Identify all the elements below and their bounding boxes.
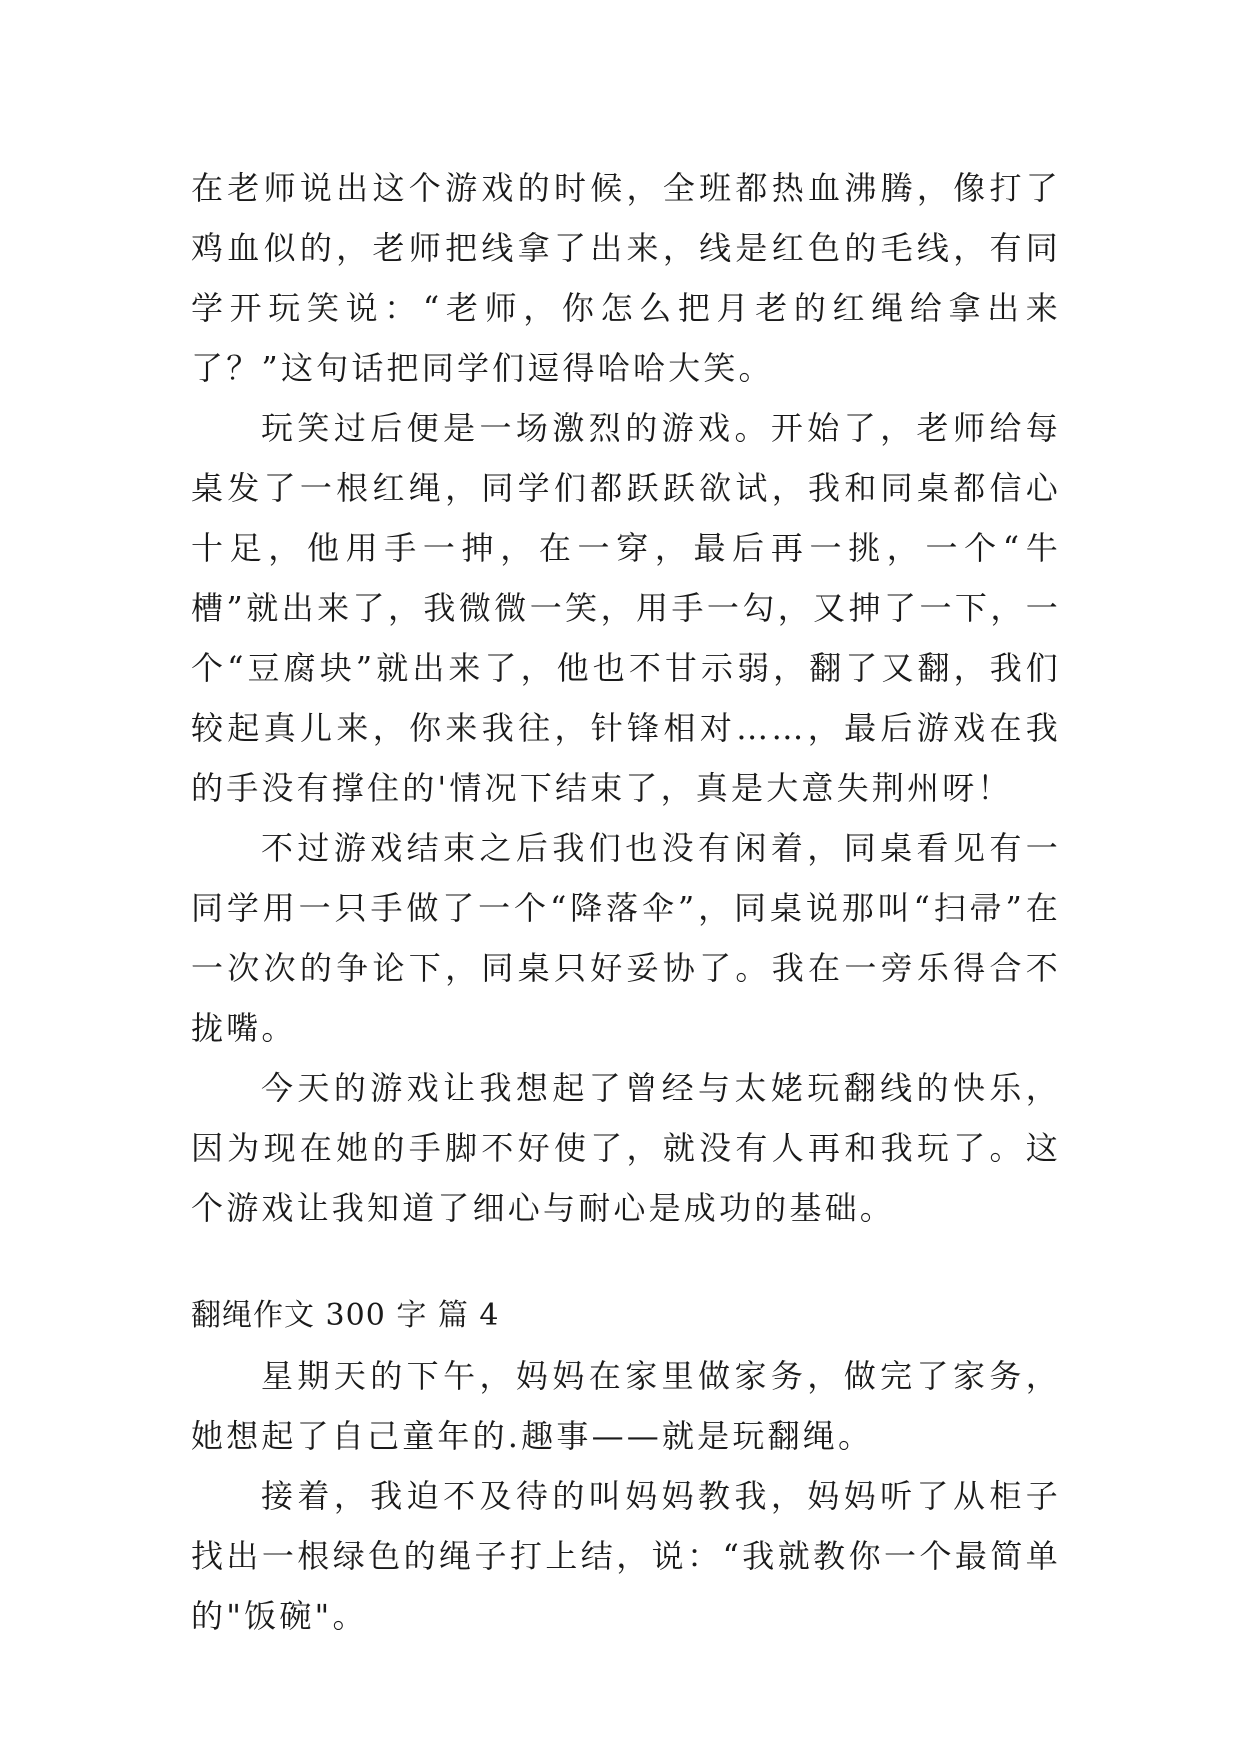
paragraph-1: 在老师说出这个游戏的时候，全班都热血沸腾，像打了鸡血似的，老师把线拿了出来，线是红色的毛线，有同学开玩笑说：“老师，你怎么把月老的红绳给拿出来了？”这句话把同学们逗得哈哈大笑。 xyxy=(191,169,1061,387)
paragraph-4: 今天的游戏让我想起了曾经与太姥玩翻线的快乐，因为现在她的手脚不好使了，就没有人再和我玩了。这个游戏让我知道了细心与耐心是成功的基础。 xyxy=(191,1069,1061,1227)
paragraph-3: 不过游戏结束之后我们也没有闲着，同桌看见有一同学用一只手做了一个“降落伞”，同桌说那叫“扫帚”在一次次的争论下，同桌只好妥协了。我在一旁乐得合不拢嘴。 xyxy=(191,829,1061,1047)
document-page xyxy=(191,158,1061,1646)
paragraph-6: 接着，我迫不及待的叫妈妈教我，妈妈听了从柜子找出一根绿色的绳子打上结，说：“我就教你一个最简单的"饭碗"。 xyxy=(191,1477,1061,1635)
paragraph-2: 玩笑过后便是一场激烈的游戏。开始了，老师给每桌发了一根红绳，同学们都跃跃欲试，我和同桌都信心十足，他用手一抻，在一穿，最后再一挑，一个“牛槽”就出来了，我微微一笑，用手一勾，又抻了一下，一个“豆腐块”就出来了，他也不甘示弱，翻了又翻，我们较起真儿来，你来我往，针锋相对……，最后游戏在我的手没有撑住的'情况下结束了，真是大意失荆州呀！ xyxy=(191,409,1061,807)
section-gap xyxy=(191,1238,1061,1286)
section-heading: 翻绳作文 300 字 篇 4 xyxy=(191,1298,500,1333)
paragraph-5: 星期天的下午，妈妈在家里做家务，做完了家务，她想起了自己童年的.趣事——就是玩翻绳。 xyxy=(191,1357,1061,1455)
